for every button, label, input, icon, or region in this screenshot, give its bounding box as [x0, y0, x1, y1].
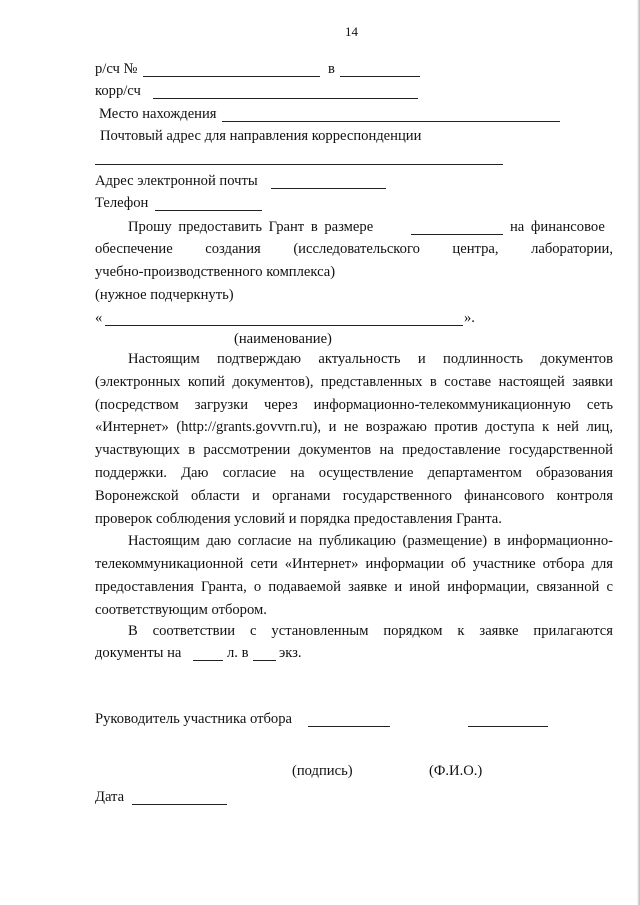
- attachments-line1: В соответствии с установленным порядком к заявке прилагаются: [128, 623, 613, 639]
- quote-close: ».: [464, 310, 475, 326]
- paragraph-line: участвующих в рассмотрении документов на предоставление государственной: [95, 442, 613, 459]
- date-label: Дата: [95, 789, 125, 805]
- page-number: 14: [345, 24, 358, 39]
- head-signature-label: Руководитель участника отбора: [95, 711, 292, 727]
- rs-field-line[interactable]: [143, 76, 320, 77]
- underline-note: (нужное подчеркнуть): [95, 287, 234, 303]
- pages-count-field-line[interactable]: [193, 660, 223, 661]
- request-line1-text: Прошу предоставить Грант в размере: [128, 219, 374, 235]
- attachments-copies-label: экз.: [279, 645, 302, 661]
- request-line2: обеспечение создания (исследовательского центра, лаборатории,: [95, 241, 613, 257]
- signature-field-line[interactable]: [308, 726, 390, 727]
- paragraph-line: Воронежской области и органами государственного финансового контроля: [95, 487, 613, 504]
- copies-count-field-line[interactable]: [253, 660, 276, 661]
- naming-caption: (наименование): [234, 331, 332, 347]
- rs-label: р/сч №: [95, 61, 138, 77]
- korr-label: корр/сч: [95, 83, 141, 99]
- email-label: Адрес электронной почты: [95, 173, 258, 189]
- quote-open: «: [95, 310, 103, 326]
- paragraph-line: Настоящим даю согласие на публикацию (размещение) в информационно-: [128, 533, 613, 549]
- date-field-line[interactable]: [132, 804, 227, 805]
- request-line1-end: на финансовое: [510, 219, 605, 235]
- paragraph-line: (электронных копий документов), представленных в составе настоящей заявки: [95, 373, 613, 390]
- paragraph-line: предоставления Гранта, о подаваемой заявке и иной информации, связанной с: [95, 579, 613, 595]
- fio-caption: (Ф.И.О.): [429, 763, 483, 779]
- attachments-pages-label: л. в: [227, 645, 249, 661]
- paragraph-line: соответствующим отбором.: [95, 602, 267, 618]
- paragraph-line: Настоящим подтверждаю актуальность и подлинность документов: [128, 351, 613, 367]
- fio-field-line[interactable]: [468, 726, 548, 727]
- paragraph-line: проверок соблюдения условий и порядка предоставления Гранта.: [95, 510, 502, 527]
- paragraph-line: «Интернет» (http://grants.govvrn.ru), и не возражаю против доступа к ней лиц,: [95, 419, 613, 436]
- korr-field-line[interactable]: [153, 98, 418, 99]
- bank-v-label: в: [328, 61, 335, 77]
- bank-name-field-line[interactable]: [340, 76, 420, 77]
- postal-field-line[interactable]: [95, 164, 503, 165]
- location-label: Место нахождения: [99, 106, 217, 122]
- postal-label: Почтовый адрес для направления корреспонденции: [100, 128, 422, 144]
- paragraph-line: (посредством загрузки через информационно-телекоммуникационную сеть: [95, 396, 613, 413]
- naming-field-line[interactable]: [105, 325, 463, 326]
- location-field-line[interactable]: [222, 121, 560, 122]
- phone-field-line[interactable]: [155, 210, 262, 211]
- sign-caption: (подпись): [292, 763, 353, 779]
- paragraph-line: поддержки. Даю согласие на осуществление департаментом образования: [95, 465, 613, 481]
- request-line3: учебно-производственного комплекса): [95, 264, 336, 280]
- paragraph-line: телекоммуникационной сети «Интернет» информации об участнике отбора для: [95, 556, 613, 572]
- email-field-line[interactable]: [271, 188, 386, 189]
- attachments-docs-label: документы на: [95, 645, 182, 661]
- grant-amount-field-line[interactable]: [411, 234, 503, 235]
- phone-label: Телефон: [95, 195, 149, 211]
